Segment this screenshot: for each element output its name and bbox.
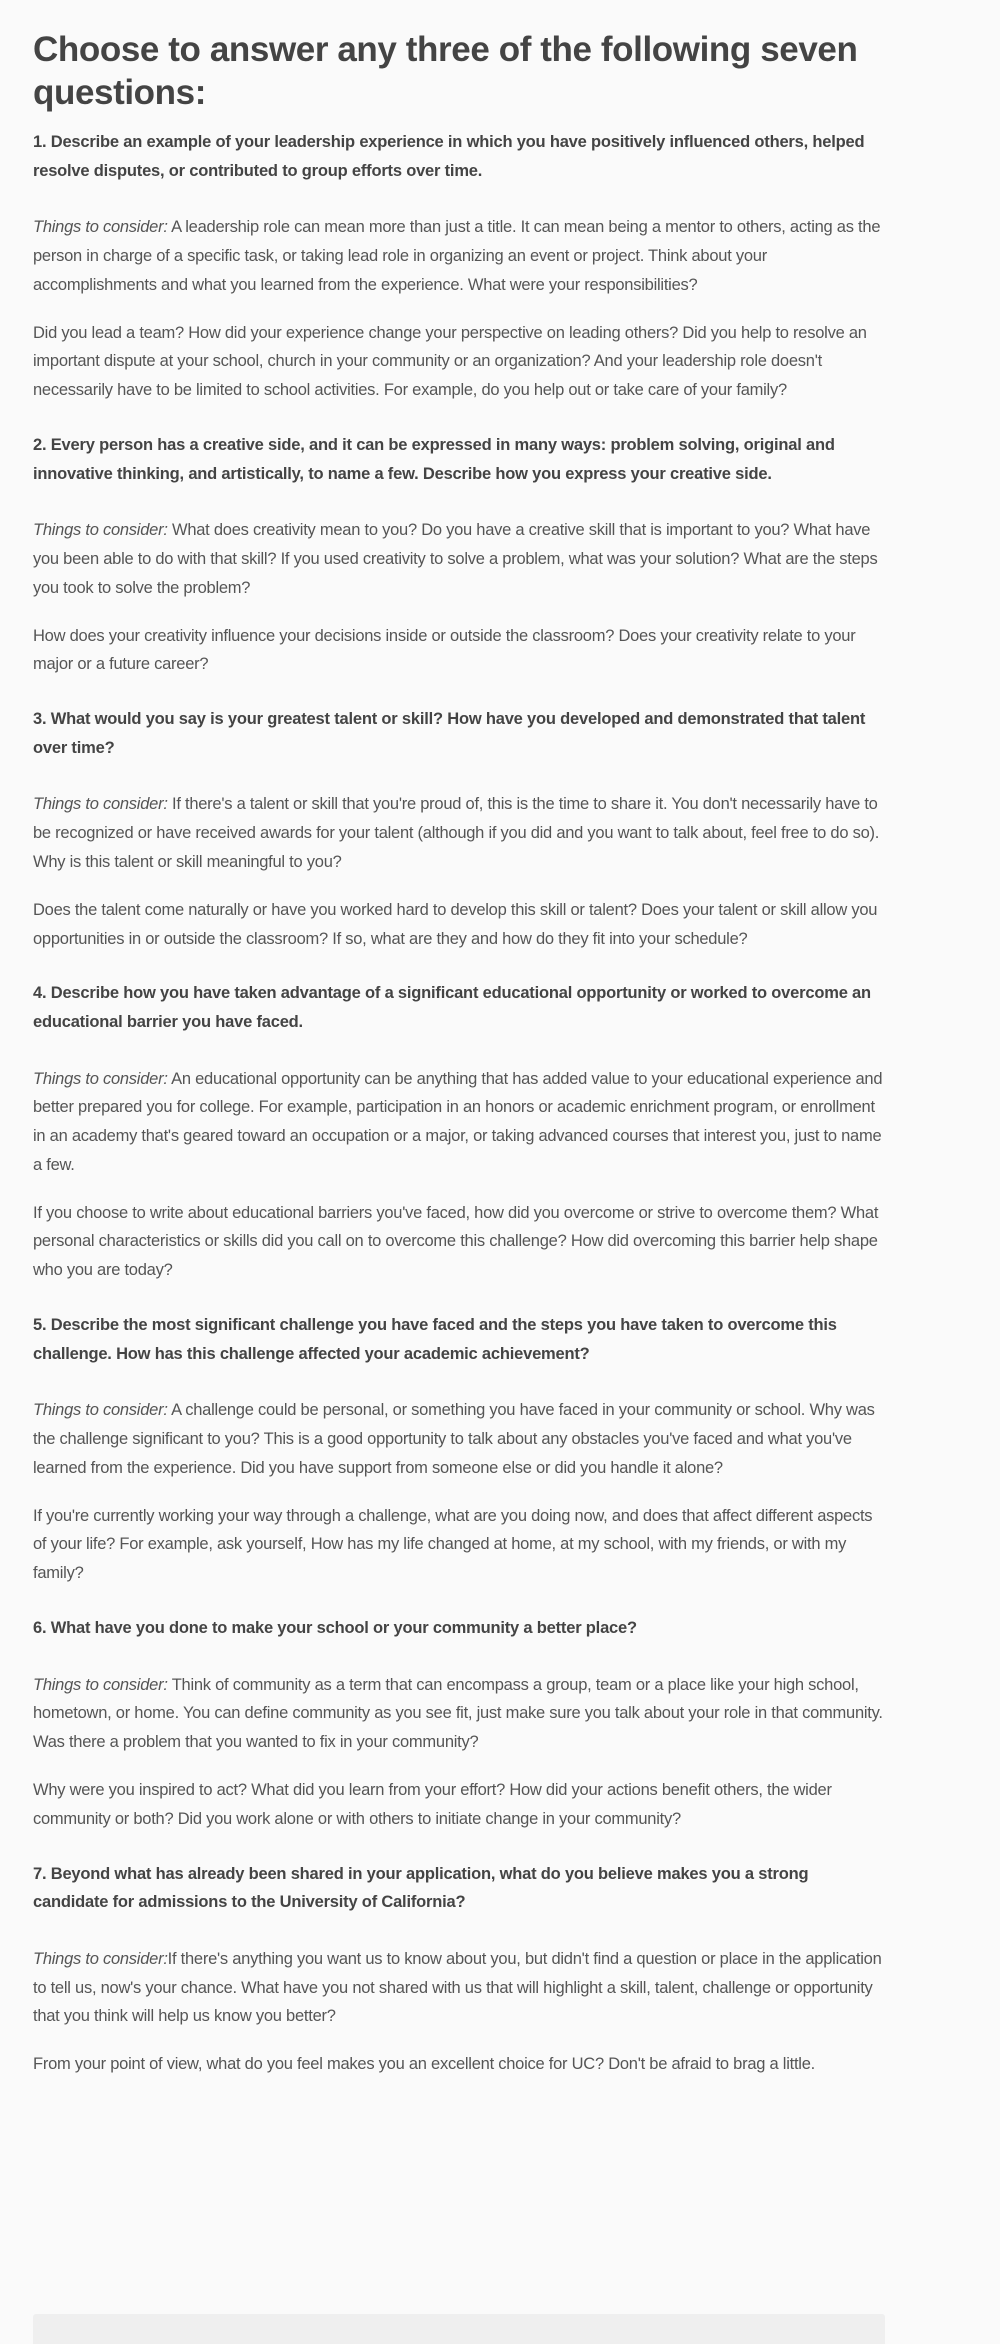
followup-text: Why were you inspired to act? What did you learn from your effort? How did your actions benefit others, the wider community or both? Did you work alone or with others to initiate change in your community? bbox=[33, 1781, 832, 1828]
consider-label: Things to consider: bbox=[33, 795, 168, 814]
question-section-3 bbox=[33, 705, 885, 953]
followup-text: From your point of view, what do you feel makes you an excellent choice for UC? Don't be afraid to brag a little. bbox=[33, 2055, 815, 2074]
followup-text: If you choose to write about educational barriers you've faced, how did you overcome or strive to overcome them? What personal characteristics or skills did you call on to overcome this challenge? How did overcoming this barrier help shape who you are today? bbox=[33, 1203, 879, 1280]
things-to-consider bbox=[33, 1396, 885, 1482]
consider-text: A leadership role can mean more than just a title. It can mean being a mentor to others, acting as the person in charge of a specific task, or taking lead role in organizing an event or project. Think about your accomplishments and what you learned from the experience. What were your responsibilities? bbox=[33, 218, 881, 294]
question-prompt: 3. What would you say is your greatest talent or skill? How have you developed and demonstrated that talent over time? bbox=[33, 710, 866, 757]
things-to-consider bbox=[33, 790, 885, 876]
consider-label: Things to consider: bbox=[33, 218, 168, 237]
consider-text: An educational opportunity can be anything that has added value to your educational experience and better prepared you for college. For example, participation in an honors or academic enrichment program, or enrollment in an academy that's geared toward an occupation or a major, or taking advanced courses that interest you, just to name a few. bbox=[33, 1069, 883, 1174]
question-prompt: 5. Describe the most significant challenge you have faced and the steps you have taken to overcome this challenge. How has this challenge affected your academic achievement? bbox=[33, 1316, 837, 1363]
bottom-panel bbox=[33, 2314, 885, 2344]
consider-text: If there's a talent or skill that you're proud of, this is the time to share it. You don't necessarily have to be recognized or have received awards for your talent (although if you did and you want to talk about, feel free to do so). Why is this talent or skill meaningful to you? bbox=[33, 795, 880, 871]
things-to-consider bbox=[33, 1671, 885, 1757]
consider-label: Things to consider: bbox=[33, 1401, 168, 1420]
question-section-7 bbox=[33, 1860, 885, 2079]
followup-text: If you're currently working your way through a challenge, what are you doing now, and does that affect different aspects of your life? For example, ask yourself, How has my life changed at home, at my school, with my friends, or with my family? bbox=[33, 1506, 873, 1583]
followup-text: Did you lead a team? How did your experience change your perspective on leading others? Did you help to resolve an important dispute at your school, church in your community or an organization? And your leadership role doesn't necessarily have to be limited to school activities. For example, do you help out or take care of your family? bbox=[33, 323, 867, 400]
question-section-2 bbox=[33, 431, 885, 679]
consider-text: Think of community as a term that can encompass a group, team or a place like your high school, hometown, or home. You can define community as you see fit, just make sure you talk about your role in that community. Was there a problem that you wanted to fix in your community? bbox=[33, 1675, 883, 1752]
consider-text: If there's anything you want us to know about you, but didn't find a question or place in the application to tell us, now's your chance. What have you not shared with us that will highlight a skill, talent, challenge or opportunity that you think will help us know you better? bbox=[33, 1949, 882, 2026]
followup-text: How does your creativity influence your decisions inside or outside the classroom? Does your creativity relate to your major or a future career? bbox=[33, 626, 856, 674]
article-content bbox=[33, 0, 885, 2105]
consider-label: Things to consider: bbox=[33, 521, 168, 540]
consider-label: Things to consider: bbox=[33, 1069, 168, 1088]
question-section-1 bbox=[33, 128, 885, 405]
things-to-consider bbox=[33, 213, 885, 299]
question-section-6 bbox=[33, 1614, 885, 1834]
consider-text: A challenge could be personal, or something you have faced in your community or school. Why was the challenge significant to you? This is a good opportunity to talk about any obstacles you've faced and what you've learned from the experience. Did you have support from someone else or did you handle it alone? bbox=[33, 1401, 875, 1477]
things-to-consider bbox=[33, 516, 885, 602]
question-section-4 bbox=[33, 979, 885, 1285]
consider-label: Things to consider: bbox=[33, 1675, 168, 1694]
question-section-5 bbox=[33, 1311, 885, 1588]
consider-label: Things to consider: bbox=[33, 1949, 168, 1968]
page-title: Choose to answer any three of the following seven questions: bbox=[33, 30, 858, 112]
question-prompt: 2. Every person has a creative side, and it can be expressed in many ways: problem solving, original and innovative thinking, and artistically, to name a few. Describe how you express your creative side. bbox=[33, 435, 835, 483]
followup-text: Does the talent come naturally or have you worked hard to develop this skill or talent? Does your talent or skill allow you opportunities in or outside the classroom? If so, what are they and how do they fit into your schedule? bbox=[33, 900, 878, 948]
question-prompt: 6. What have you done to make your school or your community a better place? bbox=[33, 1619, 637, 1638]
things-to-consider bbox=[33, 1065, 885, 1180]
question-prompt: 7. Beyond what has already been shared in your application, what do you believe makes you a strong candidate for admissions to the University of California? bbox=[33, 1864, 809, 1912]
question-prompt: 1. Describe an example of your leadership experience in which you have positively influenced others, helped resolve disputes, or contributed to group efforts over time. bbox=[33, 133, 865, 180]
things-to-consider bbox=[33, 1945, 885, 2031]
question-prompt: 4. Describe how you have taken advantage of a significant educational opportunity or worked to overcome an educational barrier you have faced. bbox=[33, 984, 871, 1031]
consider-text: What does creativity mean to you? Do you have a creative skill that is important to you? What have you been able to do with that skill? If you used creativity to solve a problem, what was your solution? What are the steps you took to solve the problem? bbox=[33, 521, 878, 597]
